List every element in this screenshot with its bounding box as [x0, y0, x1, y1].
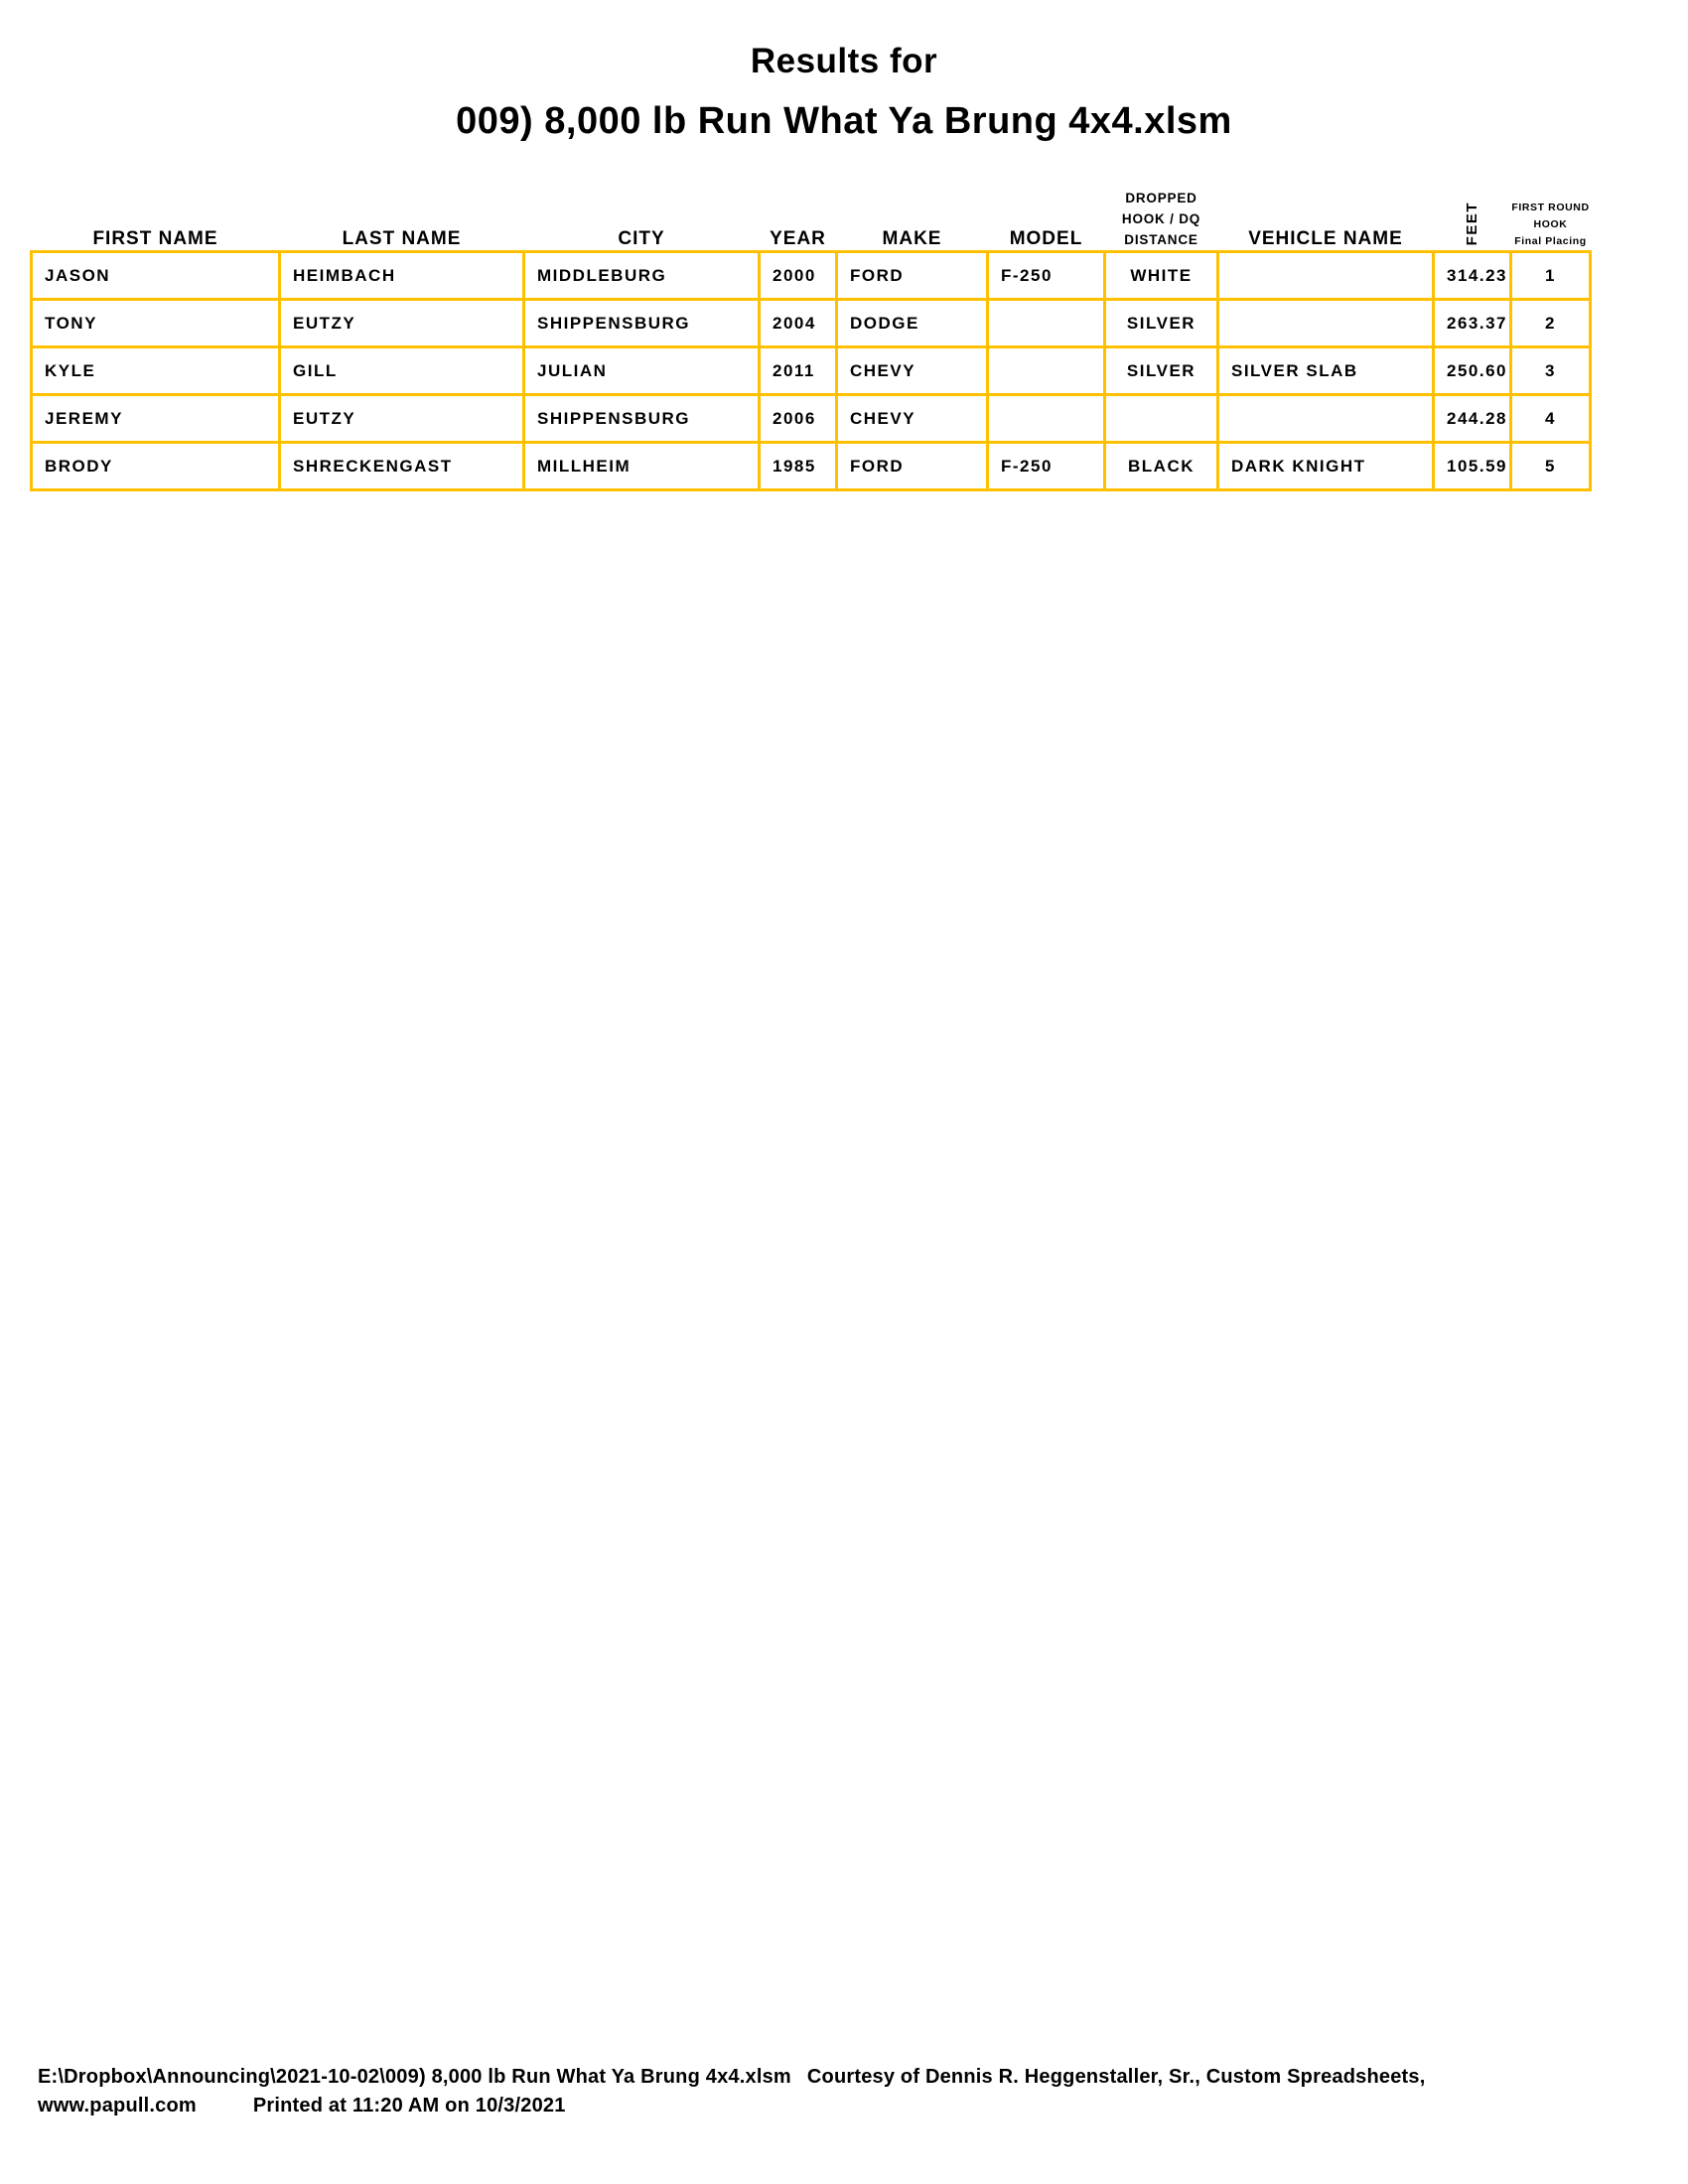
- cell-feet: 263.37: [1434, 300, 1511, 347]
- footer-courtesy: Courtesy of Dennis R. Heggenstaller, Sr., Custom Spreadsheets,: [806, 2066, 1426, 2088]
- cell-feet: 244.28: [1434, 395, 1511, 443]
- cell-make: DODGE: [837, 300, 988, 347]
- page-title: Results for: [750, 42, 938, 80]
- table-row: [32, 347, 1591, 395]
- cell-last-name: EUTZY: [280, 300, 524, 347]
- cell-city: MIDDLEBURG: [524, 252, 760, 300]
- cell-last-name: GILL: [280, 347, 524, 395]
- cell-year: 2006: [760, 395, 837, 443]
- header-dropped-hook: [1105, 188, 1218, 252]
- cell-vehicle-name: [1218, 300, 1434, 347]
- cell-vehicle-name: [1218, 252, 1434, 300]
- cell-vehicle-name: SILVER SLAB: [1218, 347, 1434, 395]
- table-row: [32, 395, 1591, 443]
- footer-file-path: E:\Dropbox\Announcing\2021-10-02\009) 8,000 lb Run What Ya Brung 4x4.xlsm: [38, 2066, 791, 2088]
- cell-model: [988, 347, 1105, 395]
- cell-make: CHEVY: [837, 395, 988, 443]
- cell-placing: 3: [1511, 347, 1591, 395]
- cell-dropped-hook: WHITE: [1105, 252, 1218, 300]
- cell-year: 2011: [760, 347, 837, 395]
- header-vehicle-name: VEHICLE NAME: [1248, 228, 1403, 249]
- header-placing-line2: HOOK: [1533, 218, 1568, 230]
- cell-placing: 1: [1511, 252, 1591, 300]
- table-row: [32, 300, 1591, 347]
- cell-first-name: JASON: [32, 252, 280, 300]
- footer-printed-timestamp: Printed at 11:20 AM on 10/3/2021: [252, 2095, 566, 2116]
- cell-first-name: TONY: [32, 300, 280, 347]
- cell-first-name: KYLE: [32, 347, 280, 395]
- cell-model: F-250: [988, 252, 1105, 300]
- cell-last-name: SHRECKENGAST: [280, 443, 524, 490]
- cell-city: JULIAN: [524, 347, 760, 395]
- cell-last-name: EUTZY: [280, 395, 524, 443]
- cell-dropped-hook: SILVER: [1105, 300, 1218, 347]
- cell-placing: 4: [1511, 395, 1591, 443]
- page-subtitle: 009) 8,000 lb Run What Ya Brung 4x4.xlsm: [456, 100, 1232, 142]
- cell-dropped-hook: SILVER: [1105, 347, 1218, 395]
- cell-vehicle-name: DARK KNIGHT: [1218, 443, 1434, 490]
- cell-first-name: BRODY: [32, 443, 280, 490]
- header-city: CITY: [618, 228, 665, 249]
- cell-model: [988, 300, 1105, 347]
- cell-placing: 5: [1511, 443, 1591, 490]
- results-table: [30, 188, 1592, 491]
- header-first-name: FIRST NAME: [92, 228, 218, 249]
- cell-feet: 105.59: [1434, 443, 1511, 490]
- cell-make: FORD: [837, 252, 988, 300]
- cell-last-name: HEIMBACH: [280, 252, 524, 300]
- cell-placing: 2: [1511, 300, 1591, 347]
- table-row: [32, 252, 1591, 300]
- cell-first-name: JEREMY: [32, 395, 280, 443]
- header-final-placing: [1511, 188, 1591, 252]
- table-header-row: [32, 188, 1591, 252]
- header-dropped-line1: DROPPED: [1125, 191, 1197, 205]
- header-last-name: LAST NAME: [342, 228, 462, 249]
- header-placing-line1: FIRST ROUND: [1511, 202, 1590, 213]
- cell-dropped-hook: [1105, 395, 1218, 443]
- cell-year: 2000: [760, 252, 837, 300]
- cell-feet: 314.23: [1434, 252, 1511, 300]
- header-feet: [1434, 188, 1511, 252]
- header-placing-line3: Final Placing: [1514, 235, 1587, 247]
- header-dropped-line3: DISTANCE: [1124, 232, 1198, 247]
- footer-website: www.papull.com: [38, 2095, 197, 2116]
- cell-vehicle-name: [1218, 395, 1434, 443]
- cell-model: F-250: [988, 443, 1105, 490]
- footer-line2: [38, 2092, 1425, 2120]
- cell-model: [988, 395, 1105, 443]
- cell-year: 1985: [760, 443, 837, 490]
- table-row: [32, 443, 1591, 490]
- cell-city: SHIPPENSBURG: [524, 395, 760, 443]
- footer-line1: [38, 2063, 1425, 2092]
- feet-rotated-label: FEET: [1464, 201, 1480, 245]
- header-year: YEAR: [770, 228, 826, 249]
- header-make: MAKE: [882, 228, 942, 249]
- cell-make: FORD: [837, 443, 988, 490]
- cell-city: SHIPPENSBURG: [524, 300, 760, 347]
- cell-city: MILLHEIM: [524, 443, 760, 490]
- header-model: MODEL: [1009, 228, 1083, 249]
- cell-year: 2004: [760, 300, 837, 347]
- header-dropped-line2: HOOK / DQ: [1121, 211, 1201, 226]
- cell-dropped-hook: BLACK: [1105, 443, 1218, 490]
- cell-make: CHEVY: [837, 347, 988, 395]
- cell-feet: 250.60: [1434, 347, 1511, 395]
- page-footer: [38, 2063, 1425, 2120]
